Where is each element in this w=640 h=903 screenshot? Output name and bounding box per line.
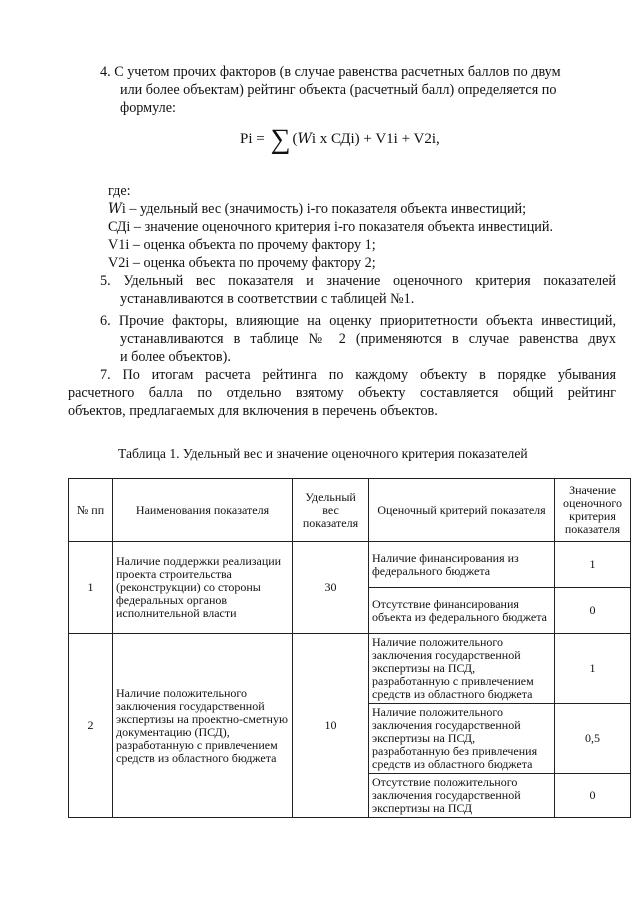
row-1-criterion-1: Наличие финансирования из федерального бюджета <box>369 542 555 588</box>
paragraph-7-line-1: 7. По итогам расчета рейтинга по каждому объекту в порядке убывания <box>100 367 616 383</box>
sum-symbol: ∑ <box>270 124 291 155</box>
row-1-weight: 30 <box>293 542 369 634</box>
header-value: Значение оценочного критерия показателя <box>555 479 631 542</box>
table-row <box>69 542 631 588</box>
formula-lhs: Pi = <box>240 131 265 147</box>
row-1-name: Наличие поддержки реализации проекта строительства (реконструкции) со стороны федеральных органов исполнительной власти <box>113 542 293 634</box>
table-caption: Таблица 1. Удельный вес и значение оценочного критерия показателей <box>118 446 528 461</box>
rating-formula <box>240 124 440 155</box>
row-2-value-2: 0,5 <box>555 704 631 774</box>
table-row <box>69 634 631 704</box>
header-criterion: Оценочный критерий показателя <box>369 479 555 542</box>
row-2-criterion-2: Наличие положительного заключения государственной экспертизы на ПСД, разработанную без привлечения средств из областного бюджета <box>369 704 555 774</box>
paragraph-4-line-2: или более объектам) рейтинг объекта (расчетный балл) определяется по <box>120 82 557 98</box>
definition-weight <box>108 200 526 218</box>
row-1-value-1: 1 <box>555 542 631 588</box>
row-2-criterion-3: Отсутствие положительного заключения государственной экспертизы на ПСД <box>369 774 555 818</box>
paragraph-4-line-3: формуле: <box>120 100 176 116</box>
row-2-weight: 10 <box>293 634 369 818</box>
paragraph-4-line-1: 4. С учетом прочих факторов (в случае равенства расчетных баллов по двум <box>100 64 561 80</box>
definition-criterion: СДi – значение оценочного критерия i-го показателя объекта инвестиций. <box>108 219 554 235</box>
paragraph-5-line-2: устанавливаются в соответствии с таблицей №1. <box>120 291 415 307</box>
formula-rest: i x СДi) + V1i + V2i, <box>311 131 440 147</box>
row-1-criterion-2: Отсутствие финансирования объекта из федерального бюджета <box>369 588 555 634</box>
row-2-criterion-1: Наличие положительного заключения государственной экспертизы на ПСД, разработанную с привлечением средств из областного бюджета <box>369 634 555 704</box>
row-2-value-1: 1 <box>555 634 631 704</box>
paragraph-7-line-2: расчетного балла по отдельно взятому объекту составляется общий рейтинг <box>68 385 616 401</box>
where-label: где: <box>108 183 131 199</box>
paragraph-5-line-1: 5. Удельный вес показателя и значение оценочного критерия показателей <box>100 273 616 289</box>
definition-factor-2: V2i – оценка объекта по прочему фактору 2; <box>108 255 376 271</box>
definition-weight-text: i – удельный вес (значимость) i-го показателя объекта инвестиций; <box>121 201 527 217</box>
paragraph-6-line-3: и более объектов). <box>120 349 231 365</box>
row-2-num: 2 <box>69 634 113 818</box>
table-header-row <box>69 479 631 542</box>
definition-weight-symbol: W <box>108 201 122 217</box>
header-num: № пп <box>69 479 113 542</box>
header-weight: Удельный вес показателя <box>293 479 369 542</box>
paragraph-6-line-2: устанавливаются в таблице № 2 (применяются в случае равенства двух <box>120 331 616 347</box>
row-1-value-2: 0 <box>555 588 631 634</box>
row-2-name: Наличие положительного заключения государственной экспертизы на проектно-сметную документацию (ПСД), разработанную с привлечением средств из областного бюджета <box>113 634 293 818</box>
row-2-value-3: 0 <box>555 774 631 818</box>
formula-open-paren: ( <box>292 131 298 147</box>
paragraph-6-line-1: 6. Прочие факторы, влияющие на оценку приоритетности объекта инвестиций, <box>100 313 616 329</box>
definition-factor-1: V1i – оценка объекта по прочему фактору 1; <box>108 237 376 253</box>
indicators-table <box>68 478 631 818</box>
paragraph-7-line-3: объектов, предлагаемых для включения в перечень объектов. <box>68 403 438 419</box>
formula-weight-symbol: W <box>297 131 312 147</box>
row-1-num: 1 <box>69 542 113 634</box>
header-name: Наименования показателя <box>113 479 293 542</box>
